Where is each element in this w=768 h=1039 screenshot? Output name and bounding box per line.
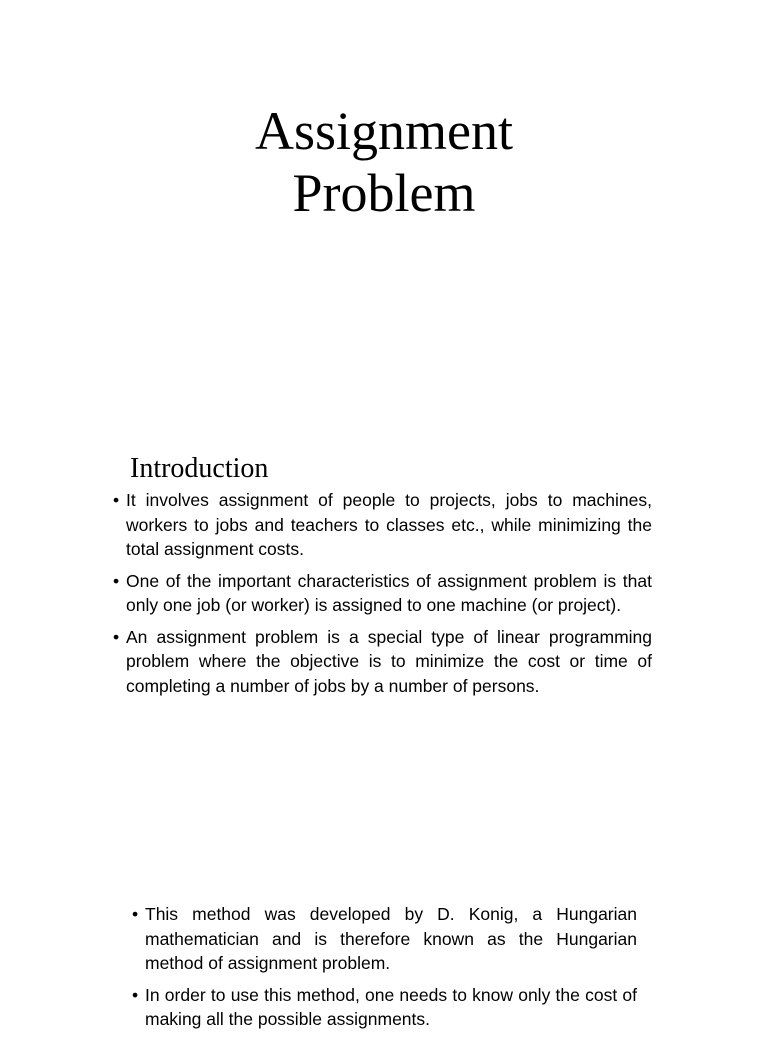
- bullet-dot: •: [113, 490, 120, 510]
- bullet-item: [113, 569, 652, 618]
- bullet-text: This method was developed by D. Konig, a Hungarian mathematician and is therefore known as the Hungarian method of assignment problem.: [145, 904, 637, 973]
- bullet-dot: •: [132, 984, 139, 1005]
- slide-title: [0, 100, 768, 224]
- slide-title-line-1: Assignment: [254, 101, 513, 161]
- bullet-text: It involves assignment of people to projects, jobs to machines, workers to jobs and teachers to classes etc., while minimizing the total assignment costs.: [126, 490, 652, 559]
- hungarian-method-bullet-list: [132, 902, 637, 1039]
- bullet-dot: •: [113, 570, 120, 591]
- bullet-item: [132, 983, 637, 1032]
- bullet-text: An assignment problem is a special type of linear programming problem where the objective is to minimize the cost or time of completing a number of jobs by a number of persons.: [126, 626, 652, 696]
- bullet-dot: •: [132, 904, 139, 924]
- bullet-text: In order to use this method, one needs to know only the cost of making all the possible assignments.: [145, 984, 637, 1029]
- bullet-item: [113, 625, 652, 699]
- introduction-bullet-list: [113, 488, 652, 705]
- introduction-heading: Introduction: [130, 453, 269, 484]
- bullet-item: [113, 488, 652, 562]
- bullet-item: [132, 902, 637, 976]
- bullet-text: One of the important characteristics of assignment problem is that only one job (or worker) is assigned to one machine (or project).: [126, 570, 652, 615]
- bullet-dot: •: [113, 626, 120, 647]
- slide-title-line-2: Problem: [292, 163, 476, 223]
